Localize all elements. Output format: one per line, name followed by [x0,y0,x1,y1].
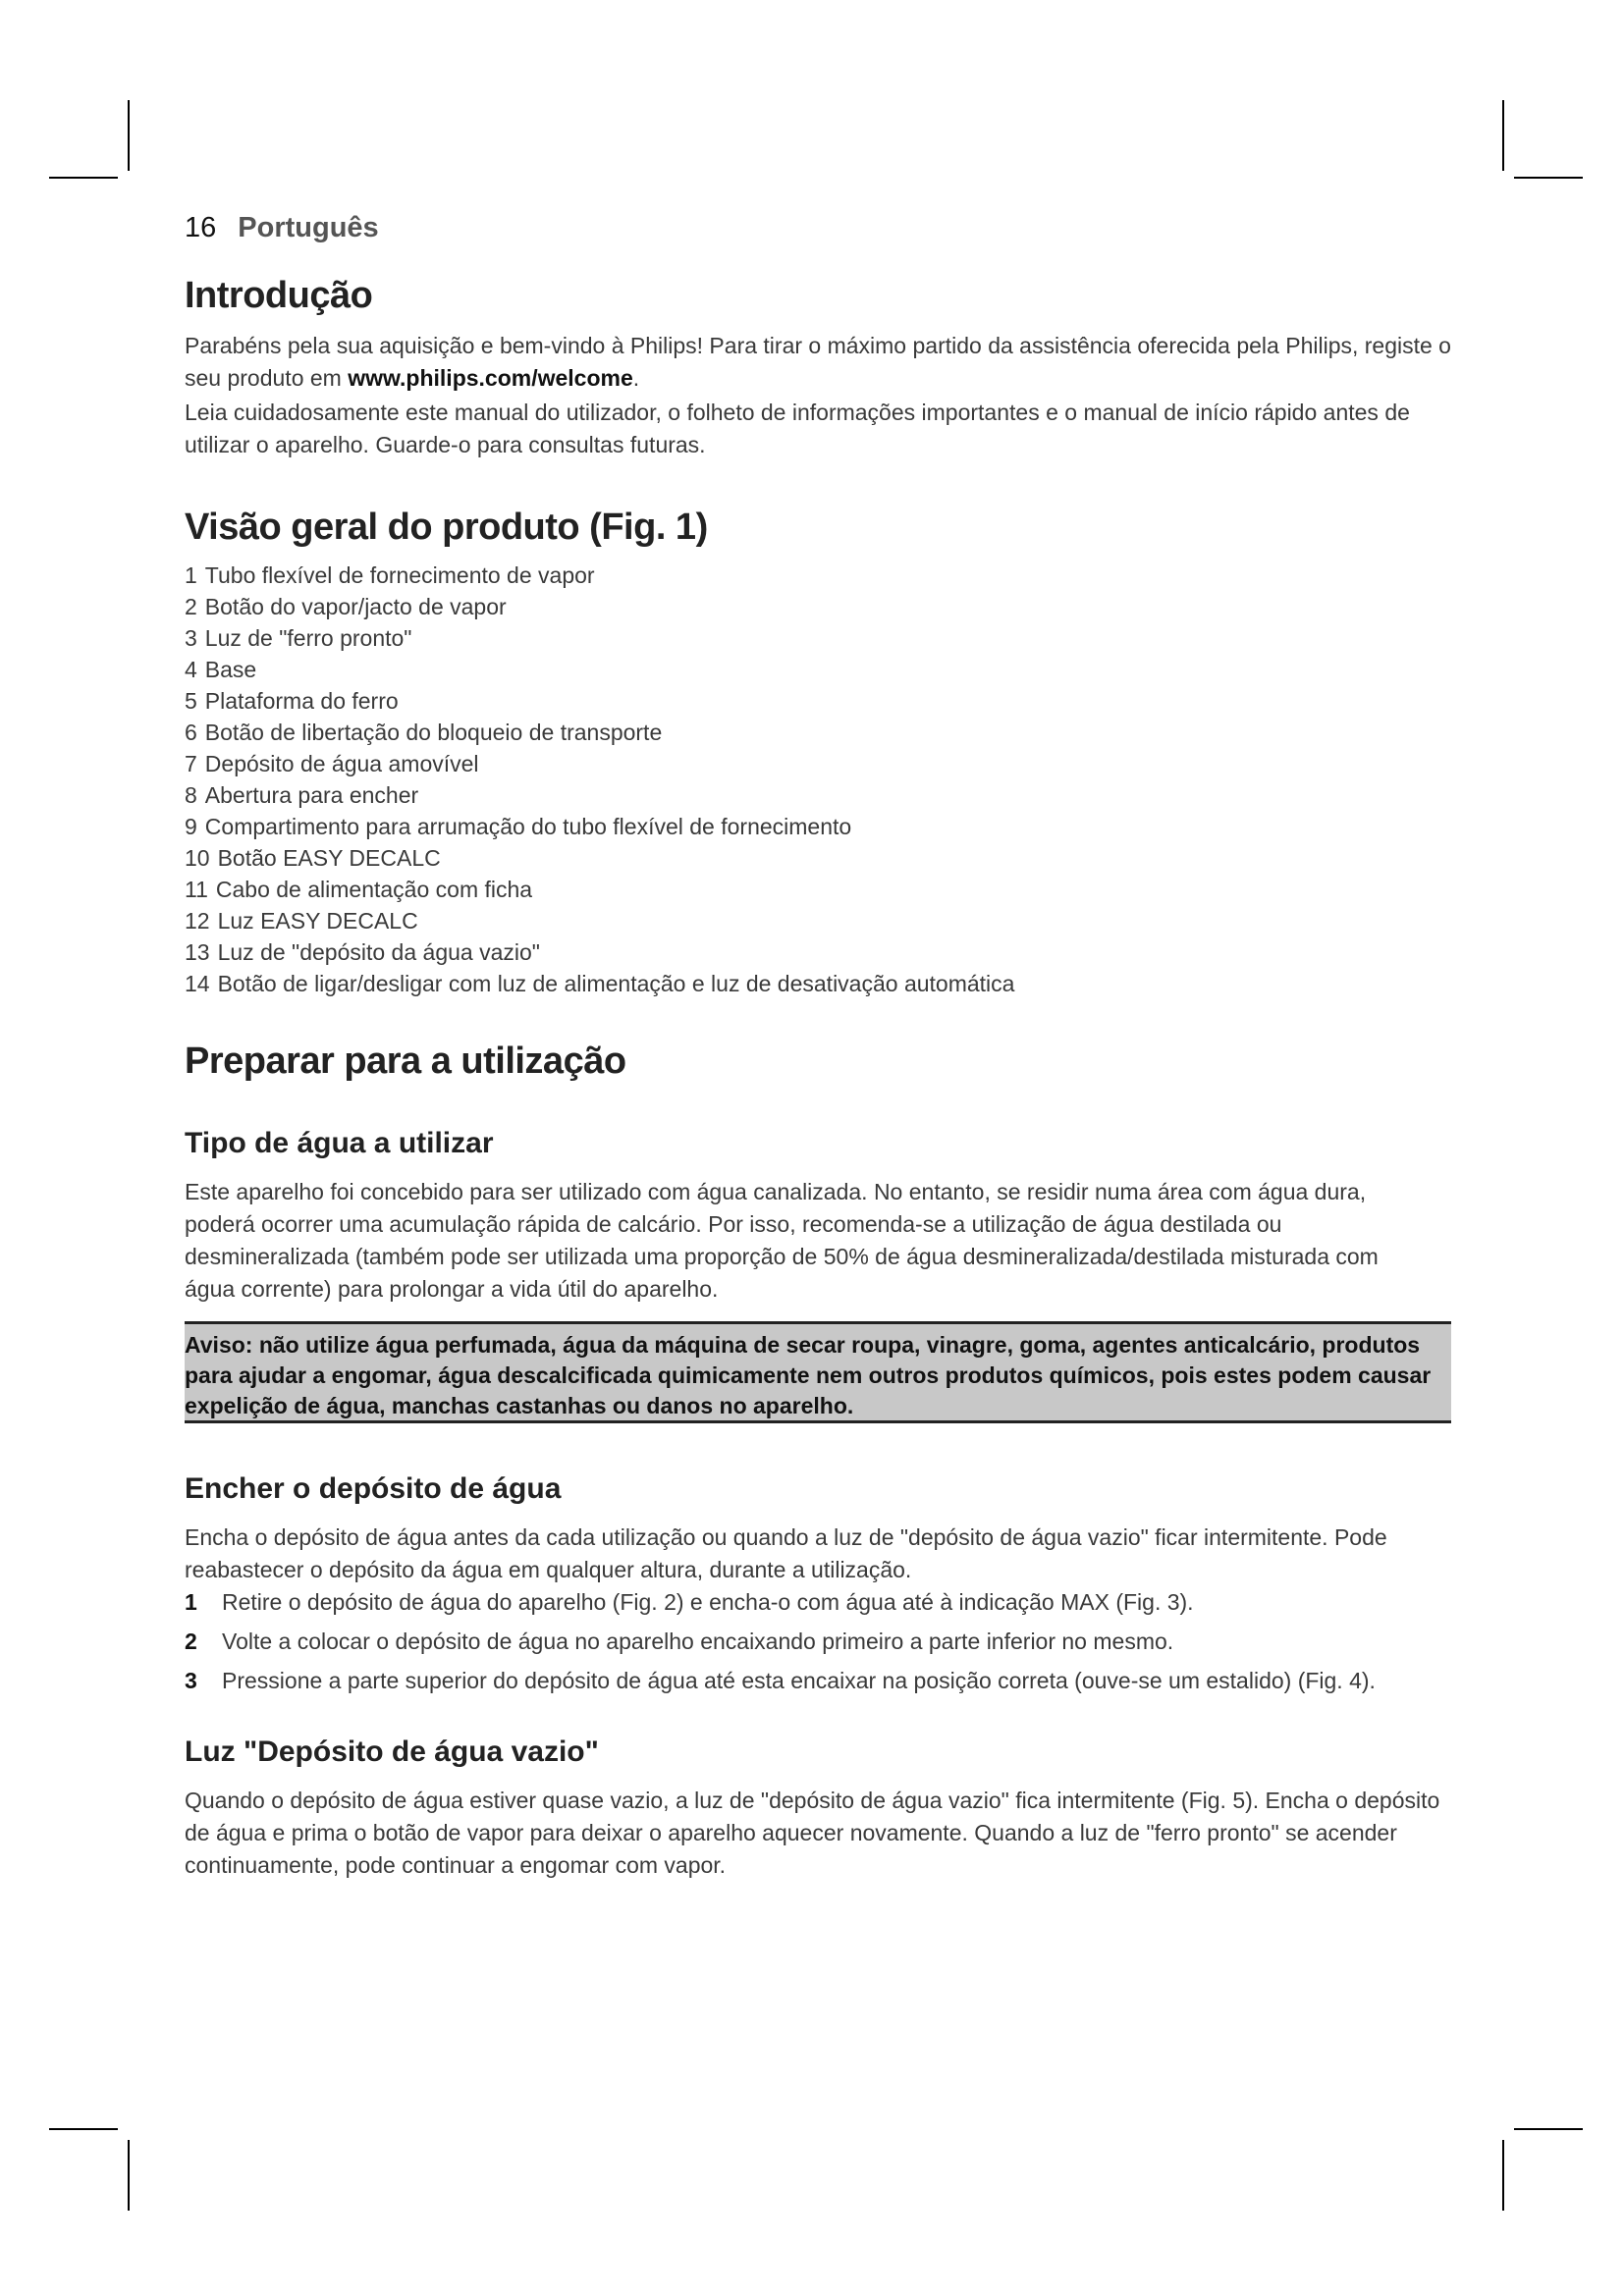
fill-paragraph: Encha o depósito de água antes da cada utilização ou quando a luz de "depósito de água vazio" ficar intermitente. Pode reabastecer o depósito da água em qualquer altura, durante a utilização. [185,1524,1387,1582]
fill-step-number: 2 [185,1629,197,1654]
overview-title: Visão geral do produto (Fig. 1) [185,507,708,548]
overview-item-number: 6 [185,720,197,745]
fill-step [185,1626,1376,1665]
overview-item-text: Botão de ligar/desligar com luz de alimentação e luz de desativação automática [217,971,1015,996]
overview-item-number: 2 [185,594,197,619]
crop-mark-top-left-vertical [128,100,130,171]
overview-item [185,685,1014,717]
page-number: 16 [185,212,217,243]
intro-text: Parabéns pela sua aquisição e bem-vindo à Philips! Para tirar o máximo partido da assistência oferecida pela Philips, registe o seu produto em [185,333,1451,391]
overview-item [185,779,1014,811]
intro-text-end: . [632,365,640,391]
overview-item-text: Abertura para encher [204,782,419,808]
crop-mark-bottom-left-horizontal [49,2128,118,2130]
fill-step-text: Pressione a parte superior do depósito de água até esta encaixar na posição correta (ouve-se um estalido) (Fig. 4). [222,1668,1376,1693]
overview-item-number: 10 [185,845,210,871]
overview-item-number: 8 [185,782,197,808]
page-header [185,212,379,244]
overview-item [185,591,1014,622]
overview-item-number: 12 [185,908,210,934]
overview-item [185,622,1014,654]
overview-item-text: Luz EASY DECALC [217,908,418,934]
overview-item-text: Tubo flexível de fornecimento de vapor [204,562,595,588]
crop-mark-top-left-horizontal [49,177,118,179]
overview-item-number: 7 [185,751,197,776]
overview-item [185,560,1014,591]
overview-item-text: Luz de "depósito da água vazio" [217,939,540,965]
empty-light-title: Luz "Depósito de água vazio" [185,1735,599,1768]
overview-item-number: 14 [185,971,210,996]
overview-item [185,717,1014,748]
fill-step-text: Volte a colocar o depósito de água no aparelho encaixando primeiro a parte inferior no mesmo. [222,1629,1174,1654]
welcome-link[interactable]: www.philips.com/welcome [348,365,633,391]
overview-list [185,560,1014,999]
overview-item [185,842,1014,874]
fill-step-number: 1 [185,1589,197,1615]
prepare-title: Preparar para a utilização [185,1041,626,1082]
overview-item [185,748,1014,779]
overview-item [185,968,1014,999]
fill-step [185,1665,1376,1704]
overview-item-number: 5 [185,688,197,714]
overview-item-number: 9 [185,814,197,839]
fill-step [185,1586,1376,1626]
language-label: Português [238,212,379,243]
overview-item-number: 4 [185,657,197,682]
fill-step-number: 3 [185,1668,197,1693]
crop-mark-top-right-vertical [1502,100,1504,171]
fill-step-text: Retire o depósito de água do aparelho (Fig. 2) e encha-o com água até à indicação MAX (Fig. 3). [222,1589,1194,1615]
crop-mark-bottom-left-vertical [128,2140,130,2211]
overview-item-number: 11 [185,877,208,902]
overview-item-text: Luz de "ferro pronto" [204,625,412,651]
empty-light-paragraph: Quando o depósito de água estiver quase vazio, a luz de "depósito de água vazio" fica intermitente (Fig. 5). Encha o depósito de água e prima o botão de vapor para deixar o aparelho aquecer novamente. Quando a luz de "ferro pronto" se acender continuamente, pode continuar a engomar com vapor. [185,1788,1440,1878]
intro-paragraph-2: Leia cuidadosamente este manual do utilizador, o folheto de informações importantes e o manual de início rápido antes de utilizar o aparelho. Guarde-o para consultas futuras. [185,400,1410,457]
overview-item-text: Depósito de água amovível [204,751,479,776]
water-type-title: Tipo de água a utilizar [185,1127,494,1159]
intro-title: Introdução [185,275,373,316]
overview-item [185,654,1014,685]
overview-item-text: Botão do vapor/jacto de vapor [204,594,507,619]
overview-item [185,811,1014,842]
crop-mark-bottom-right-vertical [1502,2140,1504,2211]
overview-item-text: Cabo de alimentação com ficha [215,877,533,902]
overview-item [185,874,1014,905]
fill-title: Encher o depósito de água [185,1472,562,1505]
crop-mark-top-right-horizontal [1514,177,1583,179]
water-type-paragraph: Este aparelho foi concebido para ser utilizado com água canalizada. No entanto, se residir numa área com água dura, poderá ocorrer uma acumulação rápida de calcário. Por isso, recomenda-se a utilização de água destilada ou desmineralizada (também pode ser utilizada uma proporção de 50% de água desmineralizada/destilada misturada com água corrente) para prolongar a vida útil do aparelho. [185,1179,1379,1302]
overview-item-text: Plataforma do ferro [204,688,399,714]
overview-item-text: Base [204,657,257,682]
overview-item-text: Botão de libertação do bloqueio de transporte [204,720,663,745]
overview-item [185,936,1014,968]
intro-paragraph-1 [185,330,1451,395]
overview-item-number: 13 [185,939,210,965]
overview-item [185,905,1014,936]
crop-mark-bottom-right-horizontal [1514,2128,1583,2130]
warning-box: Aviso: não utilize água perfumada, água da máquina de secar roupa, vinagre, goma, agentes anticalcário, produtos para ajudar a engomar, água descalcificada quimicamente nem outros produtos químicos, pois estes podem causar expelição de água, manchas castanhas ou danos no aparelho. [185,1321,1451,1423]
overview-item-number: 3 [185,625,197,651]
overview-item-text: Botão EASY DECALC [217,845,441,871]
fill-steps [185,1586,1376,1704]
overview-item-text: Compartimento para arrumação do tubo flexível de fornecimento [204,814,852,839]
overview-item-number: 1 [185,562,197,588]
